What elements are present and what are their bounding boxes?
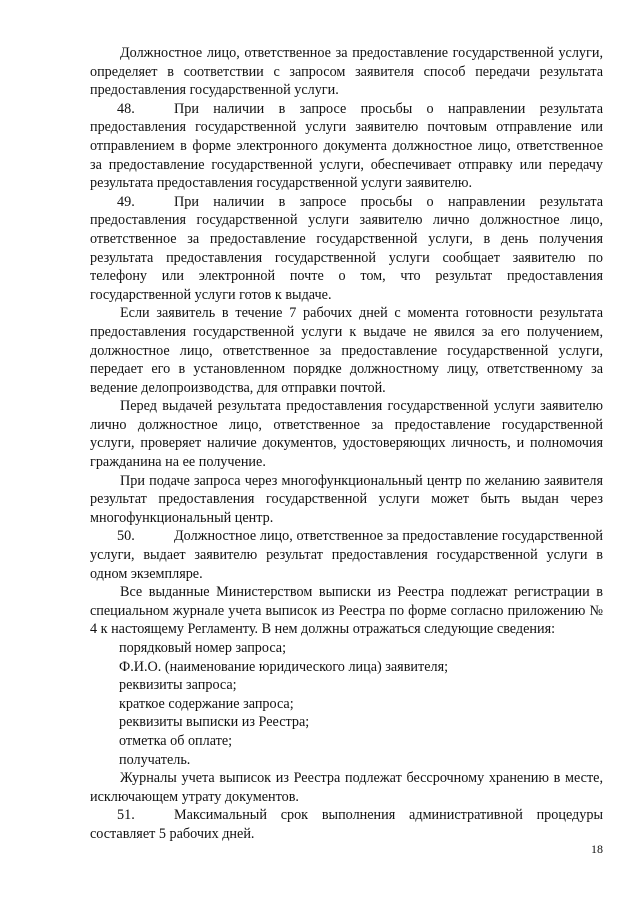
paragraph-48: 48. При наличии в запросе просьбы о направлении результата предоставления государственной услуги заявителю почтовым отправление или отправлением в форме электронного документа должностное лицо, ответственное за предоставление государственной услуги, обеспечивает отправку или передачу результата предоставления государственной услуги заявителю. [90,100,603,192]
page-number: 18 [591,842,603,856]
paragraph-number: 50. [117,528,135,545]
paragraph-number: 51. [117,807,135,824]
paragraph-mfc: При подаче запроса через многофункциональный центр по желанию заявителя результат предоставления государственной услуги может быть выдан через многофункциональный центр. [90,472,603,526]
paragraph-7-days: Если заявитель в течение 7 рабочих дней с момента готовности результата предоставления государственной услуги к выдаче не явился за его получением, должностное лицо, ответственное за предоставление государственной услуги, передает его в установленном порядке должностному лицу, ответственному за ведение делопроизводства, для отправки почтой. [90,305,603,396]
paragraph-number: 48. [117,100,135,117]
paragraph-registry-journal: Все выданные Министерством выписки из Реестра подлежат регистрации в специальном журнале учета выписок из Реестра по форме согласно приложению № 4 к настоящему Регламенту. В нем должны отражаться следующие сведения: [90,584,603,638]
paragraph-49: 49. При наличии в запросе просьбы о направлении результата предоставления государственной услуги заявителю лично должностное лицо, ответственное за предоставление государственной услуги, в день получения результата предоставления государственной услуги сообщает заявителю по телефону или электронной почте о том, что результат предоставления государственной услуги готов к выдаче. [90,193,603,303]
list-item: реквизиты выписки из Реестра; [119,714,310,731]
paragraph-journal-storage: Журналы учета выписок из Реестра подлежат бессрочному хранению в месте, исключающем утрату документов. [90,770,603,805]
list-item: отметка об оплате; [119,732,233,749]
list-item: получатель. [119,751,191,768]
paragraph-number: 49. [117,193,135,210]
paragraph-51: 51. Максимальный срок выполнения административной процедуры составляет 5 рабочих дней. [90,807,603,842]
paragraph-delivery-method: Должностное лицо, ответственное за предоставление государственной услуги, определяет в соответствии с запросом заявителя способ передачи результата предоставления государственной услуги. [90,45,603,99]
paragraph-before-issue: Перед выдачей результата предоставления государственной услуги заявителю лично должностное лицо, ответственное за предоставление государственной услуги, проверяет наличие документов, удостоверяющих личность, и полномочия гражданина на ее получение. [90,398,603,471]
document-page [90,44,603,844]
list-item: краткое содержание запроса; [119,695,294,712]
list-item: порядковый номер запроса; [119,640,287,656]
list-item: реквизиты запроса; [119,677,237,694]
list-item: Ф.И.О. (наименование юридического лица) заявителя; [119,658,449,675]
paragraph-50: 50. Должностное лицо, ответственное за предоставление государственной услуги, выдает заявителю результат предоставления государственной услуги в одном экземпляре. [90,528,603,582]
